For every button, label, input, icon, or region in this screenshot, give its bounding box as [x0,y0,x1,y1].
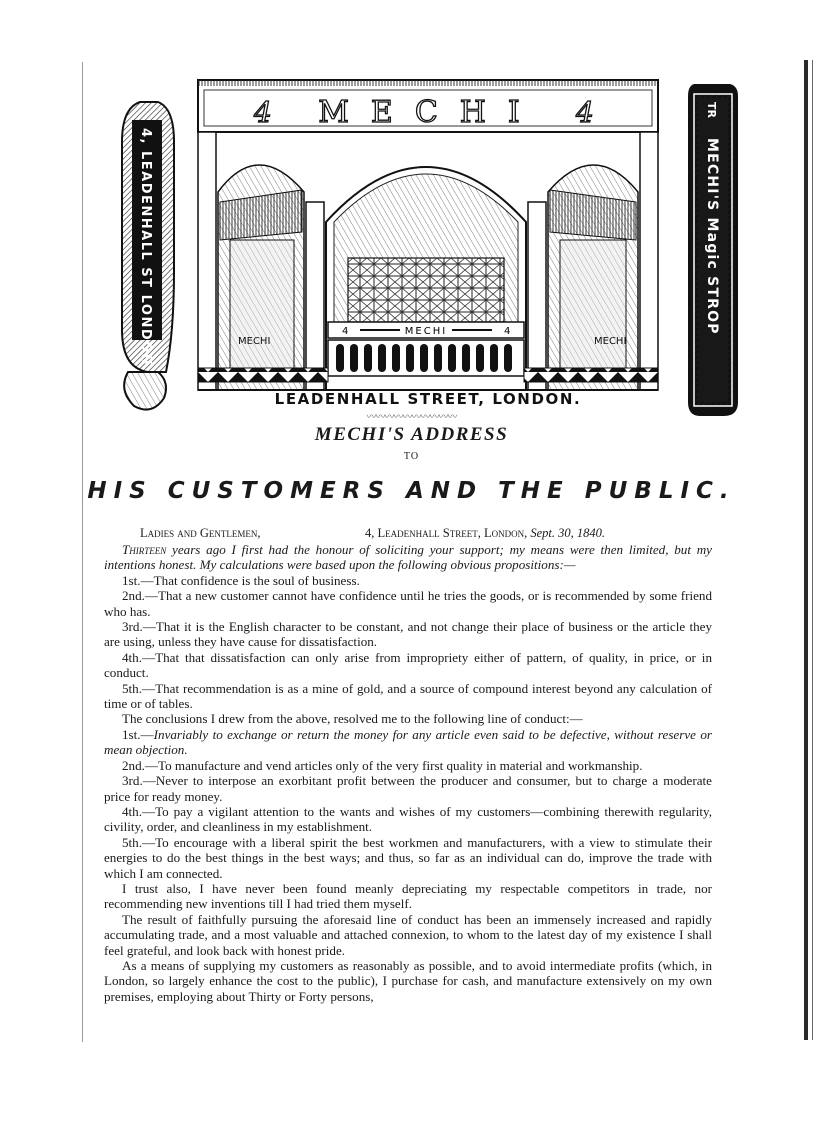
paragraph: 1st.—That confidence is the soul of business. [122,572,360,588]
sign-number-right: 4 [576,96,594,129]
paragraph: The result of faithfully pursuing the aforesaid line of conduct has been an immensely increased and rapidly accumulating trade, and a most valuable and attached connexion, to whom to the latest day of my existence I shall feel grateful, and look back with honest pride. [104,911,712,958]
scan-edge-left [82,62,83,1042]
shop-front-engraving [108,72,738,432]
paragraph [104,727,712,758]
address-date [365,526,605,541]
paragraph: As a means of supplying my customers as reasonably as possible, and to avoid intermediate profits (which, in London, so largely enhance the cost to the public), I purchase for cash, and manufacture extensively on my own premises, employing about Thirty or Forty persons, [104,957,712,1004]
sign-number-left: 4 [254,96,272,129]
letter-address: 4, Leadenhall Street, London, [365,526,531,540]
paragraph-text: years ago I first had the honour of soliciting your support; my means were then limited, but my intentions honest. My calculations were based upon the following obvious propositions:— [104,542,712,573]
side-pane-label-left: MECHI [238,336,271,347]
paragraph-lead: Thirteen [122,542,167,557]
sign-name: MECHI [318,95,542,130]
paragraph: The conclusions I drew from the above, resolved me to the following line of conduct:— [122,711,583,727]
paragraph: 5th.—To encourage with a liberal spirit the best workmen and manufacturers, with a view to stimulate their energies to do the best things in the best ways; and thus, so far as an individual can do, improve the trade with which I am connected. [104,834,712,881]
window-number-left: 4 [342,326,349,337]
window-number-right: 4 [504,326,511,337]
razor-illustration-left [122,102,174,410]
to-line: TO [403,451,420,462]
strop-inscription: MECHI'S Magic STROP [704,138,720,335]
shop-facade [198,80,658,390]
strop-illustration-right [688,84,738,416]
scan-edge-right [804,60,808,1040]
paragraph [104,542,712,573]
street-caption: LEADENHALL STREET, LONDON. [274,390,582,408]
paragraph: I trust also, I have never been found meanly depreciating my respectable competitors in trade, nor recommending new inventions till I had tried them myself. [104,880,712,912]
salutation-line [140,526,720,541]
razor-inscription: 4, LEADENHALL ST LONDON. [138,128,153,373]
address-body [104,542,712,1004]
paragraph: 5th.—That recommendation is as a mine of gold, and a source of compound interest beyond any calculation of time or of tables. [104,680,712,712]
decorative-rule: 〰〰〰〰〰〰〰〰〰〰 [366,412,457,423]
paragraph-italic: Invariably to exchange or return the money for any article even said to be defective, without reserve or mean objection. [104,726,712,758]
paragraph: 4th.—That that dissatisfaction can only arise from impropriety either of pattern, of quality, in price, or in conduct. [104,649,712,681]
greeting: Ladies and Gentlemen, [140,526,261,540]
paragraph: 4th.—To pay a vigilant attention to the wants and wishes of my customers—combining therewith regularity, civility, order, and cleanliness in my establishment. [104,803,712,835]
scan-edge-right-thin [812,60,813,1040]
address-title: MECHI'S ADDRESS [314,424,509,445]
paragraph-lead: 1st.— [122,726,154,742]
side-pane-label-right: MECHI [594,336,627,347]
strop-prefix: TR [705,102,718,118]
paragraph: 3rd.—Never to interpose an exorbitant profit between the producer and consumer, but to charge a moderate price for ready money. [104,773,712,804]
paragraph: 2nd.—That a new customer cannot have confidence until he tries the goods, or is recommended by some friend who has. [104,588,712,619]
letter-date: Sept. 30, 1840. [530,526,605,540]
paragraph: 2nd.—To manufacture and vend articles only of the very first quality in material and workmanship. [122,757,643,773]
window-label: MECHI [404,326,448,337]
public-title: HIS CUSTOMERS AND THE PUBLIC. [87,478,736,504]
paragraph: 3rd.—That it is the English character to be constant, and not change their place of business or the article they are using, unless they have cause for dissatisfaction. [104,619,712,650]
